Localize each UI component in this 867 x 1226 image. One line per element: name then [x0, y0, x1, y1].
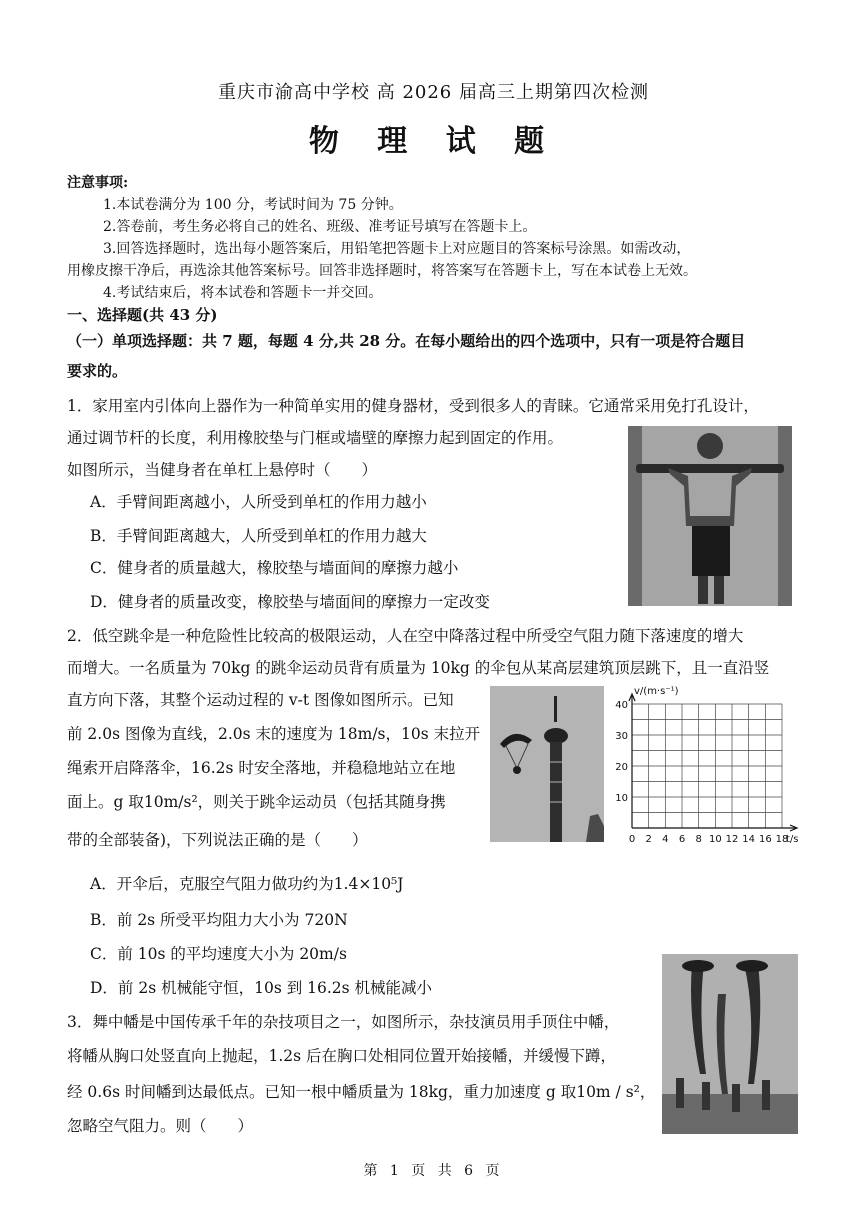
x-tick-label: 18 [775, 834, 789, 845]
q2-option-b: B．前 2s 所受平均阻力大小为 720N [90, 911, 348, 929]
x-tick-label: 0 [628, 834, 636, 845]
x-tick-label: 8 [695, 834, 702, 845]
page-number: 第 1 页 共 6 页 [363, 1163, 504, 1179]
q2-stem: 面上。g 取10m/s²，则关于跳伞运动员（包括其随身携 [67, 793, 446, 811]
notice-item: 3.回答选择题时，选出每小题答案后，用铅笔把答题卡上对应题目的答案标号涂黑。如需改动， [103, 241, 691, 257]
q2-option-d: D．前 2s 机械能守恒，10s 到 16.2s 机械能减小 [90, 979, 433, 997]
q2-stem: 2．低空跳伞是一种危险性比较高的极限运动，人在空中降落过程中所受空气阻力随下落速度的增大 [67, 627, 744, 645]
y-tick-label: 20 [615, 762, 628, 773]
chart-ylabel: v/(m·s⁻¹) [634, 686, 679, 697]
notice-item: 2.答卷前，考生务必将自己的姓名、班级、准考证号填写在答题卡上。 [103, 219, 537, 235]
q1-option-b: B．手臂间距离越大，人所受到单杠的作用力越大 [90, 527, 427, 545]
vt-chart [608, 682, 804, 848]
tower-parachute-figure [490, 686, 604, 842]
y-tick-label: 30 [615, 731, 628, 742]
x-tick-label: 12 [725, 834, 739, 845]
notice-heading: 注意事项: [67, 175, 129, 191]
x-tick-label: 16 [758, 834, 772, 845]
x-tick-label: 10 [708, 834, 722, 845]
section-title: 一、选择题(共 43 分) [67, 306, 218, 324]
notice-item: 用橡皮擦干净后，再选涂其他答案标号。回答非选择题时，将答案写在答题卡上，写在本试卷上无效。 [67, 263, 697, 279]
pullup-photo [628, 426, 792, 606]
q2-option-c: C．前 10s 的平均速度大小为 20m/s [90, 945, 347, 963]
q3-stem: 将幡从胸口处竖直向上抛起，1.2s 后在胸口处相同位置开始接幡，并缓慢下蹲， [67, 1047, 617, 1065]
q3-stem: 忽略空气阻力。则（ ） [67, 1117, 254, 1135]
notice-item: 1.本试卷满分为 100 分，考试时间为 75 分钟。 [103, 197, 403, 213]
q2-stem: 而增大。一名质量为 70kg 的跳伞运动员背有质量为 10kg 的伞包从某高层建筑顶层跳下，且一直沿竖 [67, 659, 770, 677]
skydive-photo [490, 686, 604, 842]
y-tick-label: 10 [615, 793, 628, 804]
section-instruction-cont: 要求的。 [67, 362, 128, 380]
q2-stem: 直方向下落，其整个运动过程的 v-t 图像如图所示。已知 [67, 691, 454, 709]
x-tick-label: 14 [742, 834, 756, 845]
q1-stem: 1．家用室内引体向上器作为一种简单实用的健身器材，受到很多人的青睐。它通常采用免打孔设计， [67, 397, 759, 415]
q1-option-d: D．健身者的质量改变，橡胶垫与墙面间的摩擦力一定改变 [90, 593, 490, 611]
q3-stem: 经 0.6s 时间幡到达最低点。已知一根中幡质量为 18kg，重力加速度 g 取10m / s²， [67, 1083, 656, 1101]
q1-option-a: A．手臂间距离越小，人所受到单杠的作用力越小 [90, 493, 427, 511]
chart-xlabel: t/s [786, 834, 799, 845]
q3-stem: 3．舞中幡是中国传承千年的杂技项目之一，如图所示，杂技演员用手顶住中幡， [67, 1013, 620, 1031]
section-instruction: （一）单项选择题：共 7 题，每题 4 分,共 28 分。在每小题给出的四个选项中，只有一项是符合题目 [67, 332, 746, 350]
notice-item: 4.考试结束后，将本试卷和答题卡一并交回。 [103, 285, 383, 301]
q2-stem: 绳索开启降落伞，16.2s 时安全落地，并稳稳地站立在地 [67, 759, 456, 777]
y-tick-label: 40 [615, 700, 628, 711]
q2-option-a: A．开伞后，克服空气阻力做功约为1.4×10⁵J [90, 875, 404, 893]
q2-stem: 前 2.0s 图像为直线，2.0s 末的速度为 18m/s，10s 末拉开 [67, 725, 481, 743]
q1-stem: 如图所示，当健身者在单杠上悬停时（ ） [67, 461, 378, 479]
pullup-figure [628, 426, 792, 606]
zhongfan-photo [662, 954, 798, 1134]
q1-stem: 通过调节杆的长度，利用橡胶垫与门框或墙壁的摩擦力起到固定的作用。 [67, 429, 564, 447]
zhongfan-figure [662, 954, 798, 1134]
x-tick-label: 4 [662, 834, 669, 845]
x-tick-label: 6 [678, 834, 686, 845]
x-tick-label: 2 [645, 834, 652, 845]
school-exam-line: 重庆市渝高中学校 高 2026 届高三上期第四次检测 [218, 82, 649, 103]
page-title: 物 理 试 题 [308, 124, 559, 159]
q2-stem: 带的全部装备)，下列说法正确的是（ ） [67, 831, 368, 849]
q1-option-c: C．健身者的质量越大，橡胶垫与墙面间的摩擦力越小 [90, 559, 459, 577]
